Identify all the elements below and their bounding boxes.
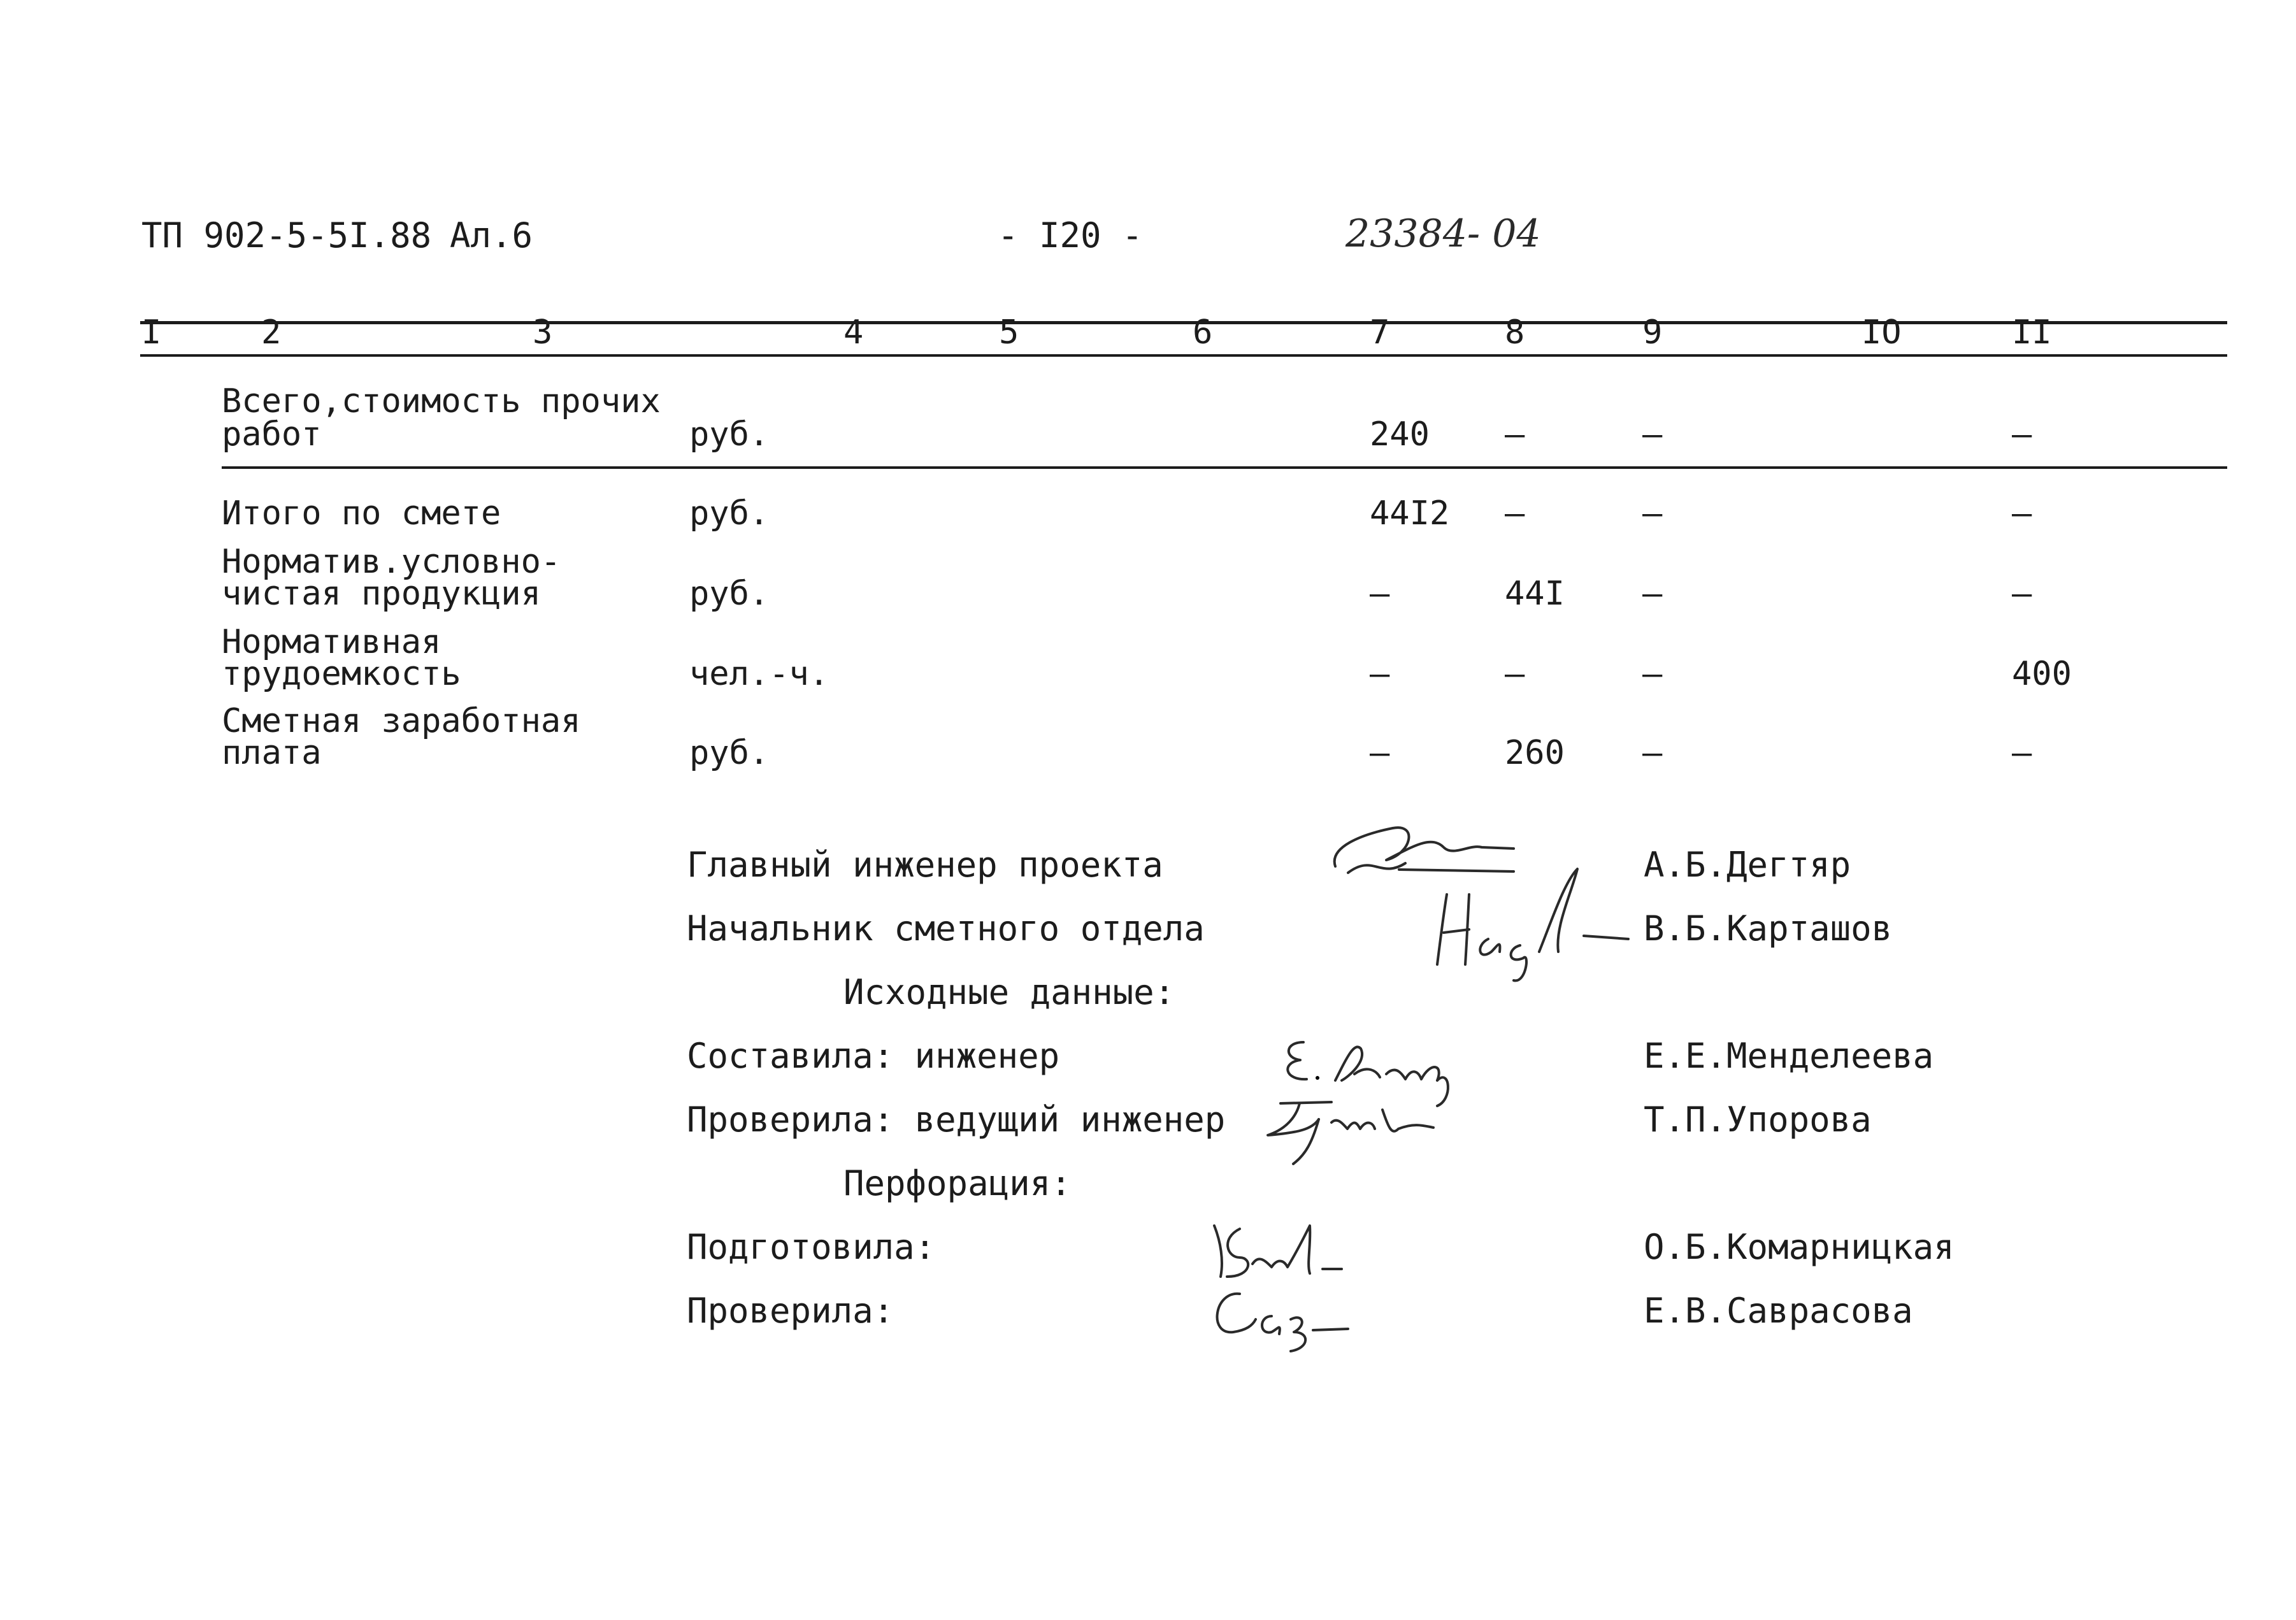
row-total-col9: –	[1642, 494, 1663, 533]
subtotal-label-line2: работ	[222, 415, 322, 454]
perforation-heading: Перфорация:	[843, 1163, 1072, 1203]
row-labor-col7: –	[1370, 655, 1390, 693]
checked-by-signature	[1202, 1278, 1367, 1354]
checked-by-name: Е.В.Саврасова	[1644, 1291, 1913, 1331]
row-labor-col8: –	[1505, 655, 1525, 693]
subtotal-label-line1: Всего,стоимость прочих	[222, 382, 661, 420]
table-top-rule	[140, 321, 2227, 324]
checked-by-lead-role: Проверила: ведущий инженер	[687, 1100, 1226, 1140]
row-wages-col7: –	[1370, 734, 1390, 772]
column-number-4: 4	[843, 313, 864, 352]
estimate-head-role: Начальник сметного отдела	[687, 908, 1205, 949]
row-wages-label-line2: плата	[222, 734, 322, 772]
column-number-1: I	[141, 313, 162, 352]
column-header-rule	[140, 354, 2227, 357]
row-net-product-label-line1: Норматив.условно-	[222, 543, 561, 581]
column-number-10: IO	[1862, 313, 1902, 352]
subtotal-col11: –	[2012, 415, 2032, 454]
column-number-8: 8	[1505, 313, 1525, 352]
row-net-product-unit: руб.	[689, 575, 770, 613]
row-wages-col8: 260	[1505, 734, 1565, 772]
checked-by-lead-signature	[1261, 1091, 1453, 1173]
checked-by-role: Проверила:	[687, 1291, 894, 1331]
inventory-number: 23384- 04	[1345, 211, 1541, 256]
column-number-7: 7	[1370, 313, 1390, 352]
subtotal-col9: –	[1642, 415, 1663, 454]
document-code: ТП 902-5-5I.88	[141, 215, 432, 255]
chief-engineer-role: Главный инженер проекта	[687, 845, 1163, 885]
row-net-product-col7: –	[1370, 575, 1390, 613]
compiled-by-role: Составила: инженер	[687, 1036, 1060, 1076]
row-net-product-label-line2: чистая продукция	[222, 575, 541, 613]
row-total-col8: –	[1505, 494, 1525, 533]
column-number-9: 9	[1642, 313, 1663, 352]
column-number-2: 2	[261, 313, 282, 352]
source-data-heading: Исходные данные:	[843, 972, 1175, 1012]
subtotal-col8: –	[1505, 415, 1525, 454]
row-net-product-col11: –	[2012, 575, 2032, 613]
estimate-head-signature	[1418, 856, 1635, 990]
column-number-11: II	[2012, 313, 2052, 352]
row-labor-label-line2: трудоемкость	[222, 655, 461, 693]
row-labor-col9: –	[1642, 655, 1663, 693]
subtotal-unit: руб.	[689, 415, 770, 454]
row-labor-label-line1: Нормативная	[222, 623, 441, 661]
subtotal-rule	[222, 466, 2227, 469]
album-number: Ал.6	[450, 215, 533, 255]
prepared-by-name: О.Б.Комарницкая	[1644, 1227, 1955, 1267]
column-number-3: 3	[533, 313, 553, 352]
row-total-col7: 44I2	[1370, 494, 1450, 533]
row-total-unit: руб.	[689, 494, 770, 533]
chief-engineer-name: А.Б.Дегтяр	[1644, 845, 1851, 885]
page-number: - I20 -	[998, 215, 1143, 255]
row-total-col11: –	[2012, 494, 2032, 533]
row-wages-unit: руб.	[689, 734, 770, 772]
row-wages-col11: –	[2012, 734, 2032, 772]
row-net-product-col8: 44I	[1505, 575, 1565, 613]
row-wages-col9: –	[1642, 734, 1663, 772]
column-number-5: 5	[999, 313, 1019, 352]
checked-by-lead-name: Т.П.Упорова	[1644, 1100, 1872, 1140]
row-labor-unit: чел.-ч.	[689, 655, 829, 693]
row-net-product-col9: –	[1642, 575, 1663, 613]
estimate-head-name: В.Б.Карташов	[1644, 908, 1893, 949]
subtotal-col7: 240	[1370, 415, 1430, 454]
row-total-label: Итого по смете	[222, 494, 501, 533]
row-wages-label-line1: Сметная заработная	[222, 702, 581, 740]
column-number-6: 6	[1193, 313, 1213, 352]
row-labor-col11: 400	[2012, 655, 2072, 693]
prepared-by-role: Подготовила:	[687, 1227, 936, 1267]
compiled-by-name: Е.Е.Менделеева	[1644, 1036, 1934, 1076]
